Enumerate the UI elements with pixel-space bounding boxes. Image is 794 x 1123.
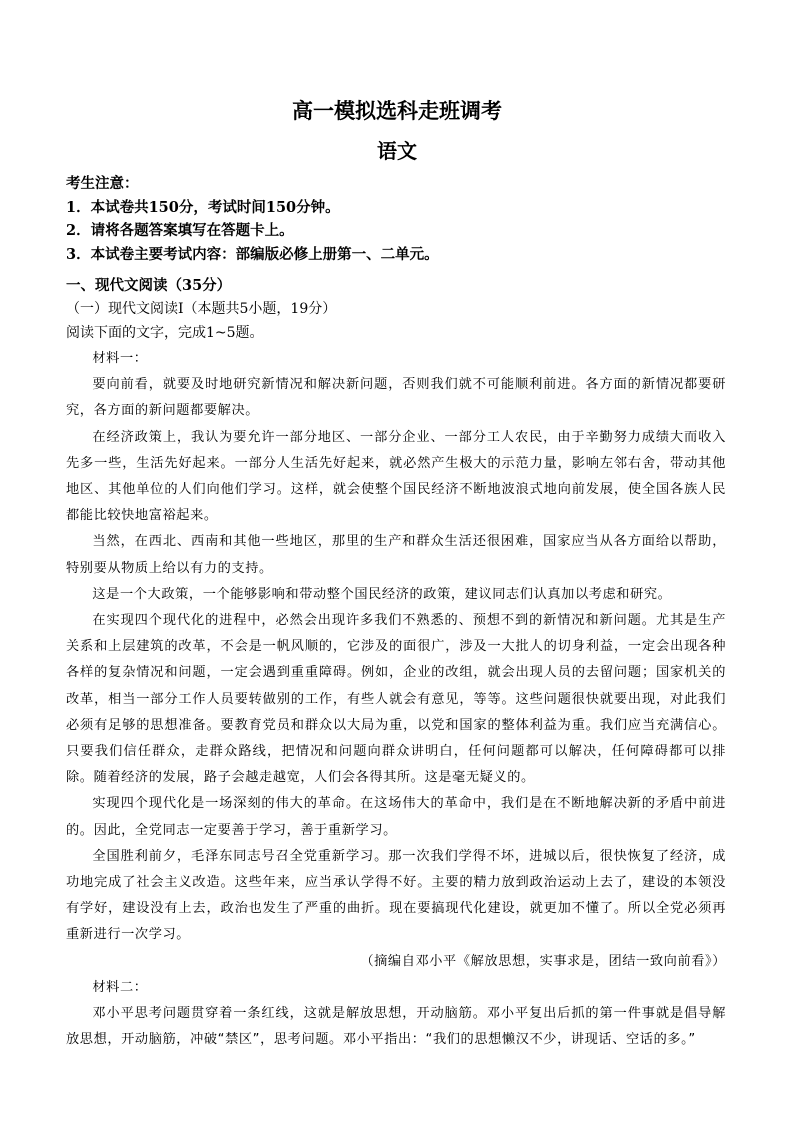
subject-title: 语文 xyxy=(377,139,417,163)
paragraph: 当然，在西北、西南和其他一些地区，那里的生产和群众生活还很困难，国家应当从各方面给以帮助，特别要从物质上给以有力的支持。 xyxy=(66,534,726,576)
source-citation: （摘编自邓小平《解放思想，实事求是，团结一致向前看》） xyxy=(360,953,726,969)
paragraph: 在实现四个现代化的进程中，必然会出现许多我们不熟悉的、预想不到的新情况和新问题。尤其是生产关系和上层建筑的改革，不会是一帆风顺的，它涉及的面很广，涉及一大批人的切身利益，一定会出现各种各样的复杂情况和问题，一定会遇到重重障碍。例如，企业的改组，就会出现人员的去留问题；国家机关的改革，相当一部分工作人员要转做别的工作，有些人就会有意见，等等。这些问题很快就要出现，对此我们必须有足够的思想准备。要教育党员和群众以大局为重，以党和国家的整体利益为重。我们应当充满信心。只要我们信任群众，走群众路线，把情况和问题向群众讲明白，任何问题都可以解决，任何障碍都可以排除。随着经济的发展，路子会越走越宽，人们会各得其所。这是毫无疑义的。 xyxy=(66,613,726,786)
notice-item: 3．本试卷主要考试内容：部编版必修上册第一、二单元。 xyxy=(66,245,439,263)
paragraph: 全国胜利前夕，毛泽东同志号召全党重新学习。那一次我们学得不坏，进城以后，很快恢复了经济，成功地完成了社会主义改造。这些年来，应当承认学得不好。主要的精力放到政治运动上去了，建设的本领没有学好，建设没有上去，政治也发生了严重的曲折。现在要搞现代化建设，就更加不懂了。所以全党必须再重新进行一次学习。 xyxy=(66,848,726,943)
reading-passage xyxy=(66,346,726,1053)
notice-heading: 考生注意： xyxy=(66,175,139,192)
section-instruction: 阅读下面的文字，完成1~5题。 xyxy=(66,325,264,341)
material-label: 材料一： xyxy=(92,351,148,366)
material-label: 材料二： xyxy=(92,979,148,995)
paragraph: 邓小平思考问题贯穿着一条红线，这就是解放思想，开动脑筋。邓小平复出后抓的第一件事就是倡导解放思想，开动脑筋，冲破“禁区”，思考问题。邓小平指出：“我们的思想懒汉不少，讲现话、空话的多。” xyxy=(66,1006,726,1048)
paragraph: 这是一个大政策，一个能够影响和带动整个国民经济的政策，建议同志们认真加以考虑和研究。 xyxy=(92,586,672,602)
section-heading: 一、现代文阅读（35分） xyxy=(66,277,232,294)
notice-item: 1．本试卷共150分，考试时间150分钟。 xyxy=(66,198,340,216)
notice-item: 2．请将各题答案填写在答题卡上。 xyxy=(66,222,294,239)
exam-notice xyxy=(66,172,736,266)
section-subheading: （一）现代文阅读Ⅰ（本题共5小题，19分） xyxy=(66,301,337,317)
paragraph: 实现四个现代化是一场深刻的伟大的革命。在这场伟大的革命中，我们是在不断地解决新的矛盾中前进的。因此，全党同志一定要善于学习，善于重新学习。 xyxy=(66,796,726,838)
page-title: 高一模拟选科走班调考 xyxy=(292,98,502,123)
paragraph: 在经济政策上，我认为要允许一部分地区、一部分企业、一部分工人农民，由于辛勤努力成绩大而收入先多一些，生活先好起来。一部分人生活先好起来，就必然产生极大的示范力量，影响左邻右舍，带动其他地区、其他单位的人们向他们学习。这样，就会使整个国民经济不断地波浪式地向前发展，使全国各族人民都能比较快地富裕起来。 xyxy=(66,429,726,524)
paragraph: 要向前看，就要及时地研究新情况和解决新问题，否则我们就不可能顺利前进。各方面的新情况都要研究，各方面的新问题都要解决。 xyxy=(66,377,726,419)
